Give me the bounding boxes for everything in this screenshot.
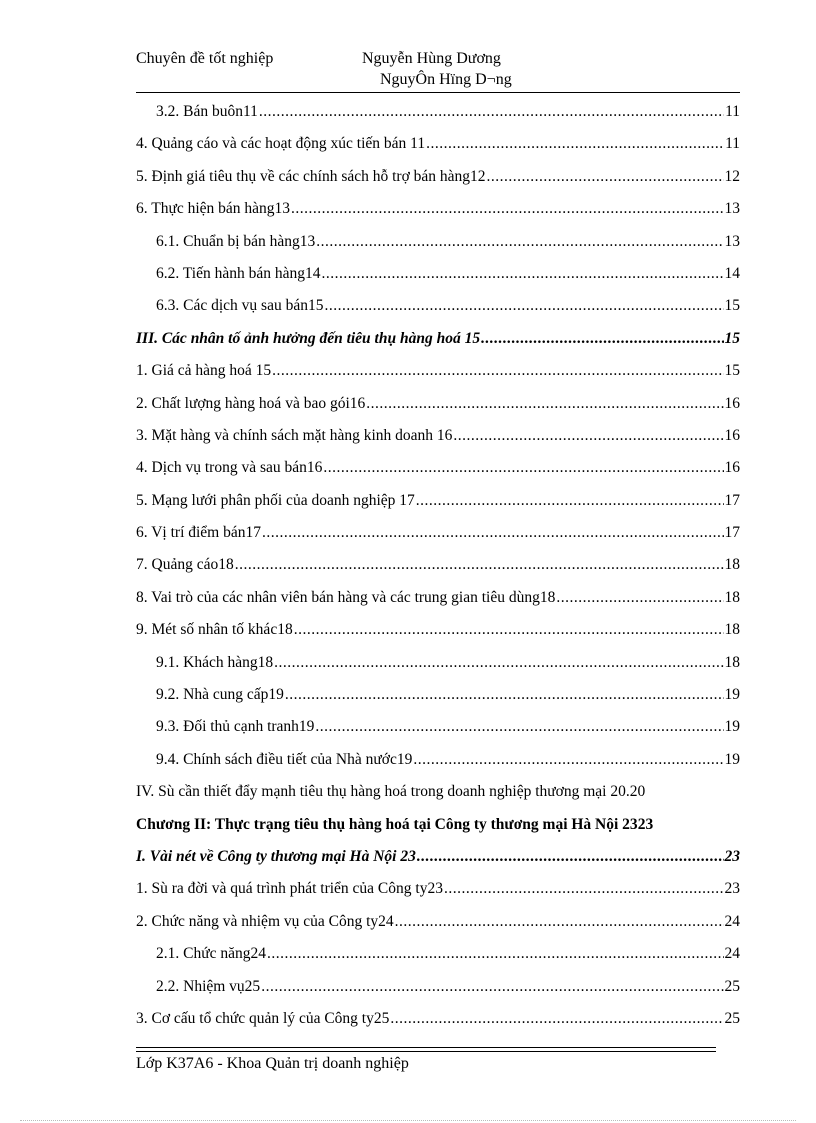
toc-entry-page: 25 bbox=[724, 977, 740, 995]
toc-dot-leader bbox=[413, 744, 723, 776]
toc-entry[interactable] bbox=[136, 193, 740, 225]
toc-entry[interactable] bbox=[136, 1003, 740, 1035]
toc-entry-title: 1. Giá cả hàng hoá 15 bbox=[136, 362, 272, 380]
toc-entry-title: 6. Vị trí điểm bán17 bbox=[136, 524, 261, 542]
toc-entry-page: 11 bbox=[725, 103, 740, 120]
toc-entry-page: 24 bbox=[724, 945, 740, 963]
toc-dot-leader bbox=[416, 485, 724, 517]
toc-dot-leader bbox=[294, 614, 724, 646]
toc-entry-title: 4. Dịch vụ trong và sau bán16 bbox=[136, 459, 323, 477]
toc-entry-title: 6.3. Các dịch vụ sau bán15 bbox=[156, 297, 324, 315]
toc-entry-page: 19 bbox=[724, 686, 740, 704]
toc-dot-leader bbox=[366, 388, 723, 420]
toc-entry-page: 18 bbox=[724, 588, 740, 606]
toc-entry-page: 12 bbox=[724, 167, 740, 185]
toc-entry[interactable] bbox=[136, 614, 740, 646]
toc-entry-page: 18 bbox=[724, 653, 740, 671]
toc-entry-page: 18 bbox=[724, 621, 740, 639]
toc-entry[interactable] bbox=[136, 323, 740, 355]
toc-entry[interactable] bbox=[136, 549, 740, 581]
toc-entry-title: 6.1. Chuẩn bị bán hàng13 bbox=[156, 232, 316, 250]
footer-rule-bottom bbox=[136, 1051, 716, 1052]
toc-entry-title: 2. Chức năng và nhiệm vụ của Công ty24 bbox=[136, 912, 394, 930]
toc-entry-title: 9.1. Khách hàng18 bbox=[156, 653, 274, 671]
author-name: Nguyễn Hùng Dương bbox=[362, 50, 501, 67]
toc-dot-leader bbox=[417, 841, 724, 873]
toc-dot-leader bbox=[261, 971, 723, 1003]
toc-dot-leader bbox=[453, 420, 723, 452]
toc-entry[interactable] bbox=[136, 161, 740, 193]
toc-dot-leader bbox=[323, 452, 723, 484]
toc-entry-title: Chương II: Thực trạng tiêu thụ hàng hoá tại Công ty thương mại Hà Nội 23 bbox=[136, 815, 638, 833]
toc-dot-leader bbox=[291, 193, 723, 225]
toc-entry-page: 16 bbox=[724, 426, 740, 444]
toc-entry-title: 3. Cơ cấu tổ chức quản lý của Công ty25 bbox=[136, 1009, 390, 1027]
toc-dot-leader bbox=[487, 161, 724, 193]
toc-dot-leader bbox=[315, 711, 723, 743]
toc-entry-page: 14 bbox=[724, 264, 740, 282]
toc-entry[interactable] bbox=[136, 711, 740, 743]
toc-entry-title: 1. Sù ra đời và quá trình phát triển của Công ty23 bbox=[136, 880, 443, 898]
toc-entry-page: 24 bbox=[724, 912, 740, 930]
toc-entry-page: 13 bbox=[724, 232, 740, 250]
toc-entry-page: 15 bbox=[724, 362, 740, 380]
toc-entry[interactable] bbox=[136, 841, 740, 873]
toc-entry-page: 15 bbox=[724, 329, 740, 347]
toc-entry-title: IV. Sù cần thiết đẩy mạnh tiêu thụ hàng hoá trong doanh nghiệp thương mại 20 bbox=[136, 783, 626, 801]
toc-dot-leader bbox=[272, 355, 723, 387]
toc-entry[interactable] bbox=[136, 226, 740, 258]
toc-entry[interactable] bbox=[136, 420, 740, 452]
toc-dot-leader bbox=[321, 258, 723, 290]
toc-entry[interactable] bbox=[136, 873, 740, 905]
toc-dot-leader bbox=[274, 647, 723, 679]
toc-dot-leader bbox=[285, 679, 724, 711]
toc-entry[interactable] bbox=[136, 971, 740, 1003]
toc-entry[interactable] bbox=[136, 128, 740, 160]
toc-entry-page: 13 bbox=[724, 200, 740, 218]
toc-entry-page: 17 bbox=[724, 524, 740, 542]
toc-entry-page: 17 bbox=[724, 491, 740, 509]
toc-dot-leader bbox=[481, 323, 723, 355]
toc-dot-leader bbox=[444, 873, 724, 905]
toc-entry-title: 8. Vai trò của các nhân viên bán hàng và các trung gian tiêu dùng18 bbox=[136, 588, 556, 606]
toc-entry[interactable] bbox=[136, 290, 740, 322]
toc-dot-leader bbox=[390, 1003, 723, 1035]
table-of-contents bbox=[136, 96, 740, 1035]
toc-entry-title: 4. Quảng cáo và các hoạt động xúc tiến bán 11 bbox=[136, 135, 426, 153]
header-rule bbox=[136, 92, 740, 93]
toc-entry[interactable] bbox=[136, 776, 740, 808]
toc-entry-title: 7. Quảng cáo18 bbox=[136, 556, 234, 574]
toc-entry-page: 23 bbox=[637, 815, 654, 833]
toc-entry-title: III. Các nhân tố ảnh hưởng đến tiêu thụ hàng hoá 15 bbox=[136, 329, 481, 347]
toc-entry-page: 15 bbox=[724, 297, 740, 315]
toc-entry-page: 11 bbox=[725, 135, 740, 153]
toc-dot-leader bbox=[259, 96, 724, 128]
toc-entry-title: 6. Thực hiện bán hàng13 bbox=[136, 200, 291, 218]
toc-entry[interactable] bbox=[136, 388, 740, 420]
toc-entry-title: 5. Định giá tiêu thụ về các chính sách hỗ trợ bán hàng12 bbox=[136, 167, 486, 185]
toc-dot-leader bbox=[395, 906, 724, 938]
toc-entry[interactable] bbox=[136, 647, 740, 679]
toc-entry-title: 2.2. Nhiệm vụ25 bbox=[156, 977, 261, 995]
toc-entry[interactable] bbox=[136, 96, 740, 128]
toc-entry[interactable] bbox=[136, 679, 740, 711]
toc-entry[interactable] bbox=[136, 258, 740, 290]
toc-entry[interactable] bbox=[136, 809, 740, 841]
toc-entry-title: 2. Chất lượng hàng hoá và bao gói16 bbox=[136, 394, 366, 412]
page-bottom-edge bbox=[20, 1120, 796, 1121]
toc-dot-leader bbox=[316, 226, 723, 258]
toc-entry-page: 23 bbox=[724, 880, 740, 898]
toc-entry-title: 9.2. Nhà cung cấp19 bbox=[156, 686, 284, 704]
toc-entry-page: 18 bbox=[724, 556, 740, 574]
toc-entry-page: 23 bbox=[724, 847, 740, 865]
toc-entry[interactable] bbox=[136, 906, 740, 938]
toc-dot-leader bbox=[235, 549, 724, 581]
toc-dot-leader bbox=[267, 938, 724, 970]
toc-entry-title: 3. Mặt hàng và chính sách mặt hàng kinh doanh 16 bbox=[136, 426, 453, 444]
toc-entry-title: 9.4. Chính sách điều tiết của Nhà nước19 bbox=[156, 750, 413, 768]
toc-dot-leader bbox=[262, 517, 724, 549]
toc-entry[interactable] bbox=[136, 744, 740, 776]
toc-entry[interactable] bbox=[136, 452, 740, 484]
toc-entry-page: 25 bbox=[724, 1009, 740, 1027]
toc-entry-title: 2.1. Chức năng24 bbox=[156, 945, 266, 963]
toc-dot-leader bbox=[556, 582, 723, 614]
toc-entry-page: 16 bbox=[724, 394, 740, 412]
toc-entry-title: 3.2. Bán buôn11 bbox=[156, 103, 258, 120]
toc-entry-title: 9.3. Đối thủ cạnh tranh19 bbox=[156, 718, 315, 736]
document-type-label: Chuyên đề tốt nghiệp bbox=[136, 50, 274, 67]
toc-entry-title: 6.2. Tiến hành bán hàng14 bbox=[156, 264, 321, 282]
toc-entry[interactable] bbox=[136, 582, 740, 614]
toc-entry[interactable] bbox=[136, 517, 740, 549]
toc-entry-title: I. Vài nét về Công ty thương mại Hà Nội 23 bbox=[136, 847, 416, 865]
toc-dot-leader bbox=[324, 290, 723, 322]
toc-entry[interactable] bbox=[136, 355, 740, 387]
toc-entry[interactable] bbox=[136, 938, 740, 970]
toc-entry-title: 5. Mạng lưới phân phối của doanh nghiệp 17 bbox=[136, 491, 415, 509]
author-name-garbled: NguyÔn Hïng D¬ng bbox=[380, 71, 512, 88]
toc-entry-page: 19 bbox=[724, 750, 740, 768]
toc-dot-leader bbox=[426, 128, 724, 160]
page-header bbox=[136, 50, 740, 94]
toc-entry[interactable] bbox=[136, 485, 740, 517]
page-footer: Lớp K37A6 - Khoa Quản trị doanh nghiệp bbox=[136, 1055, 409, 1072]
toc-entry-page: .20 bbox=[625, 783, 646, 801]
toc-entry-title: 9. Mét số nhân tố khác18 bbox=[136, 621, 293, 639]
toc-entry-page: 16 bbox=[724, 459, 740, 477]
footer-rule-top bbox=[136, 1047, 716, 1048]
toc-entry-page: 19 bbox=[724, 718, 740, 736]
